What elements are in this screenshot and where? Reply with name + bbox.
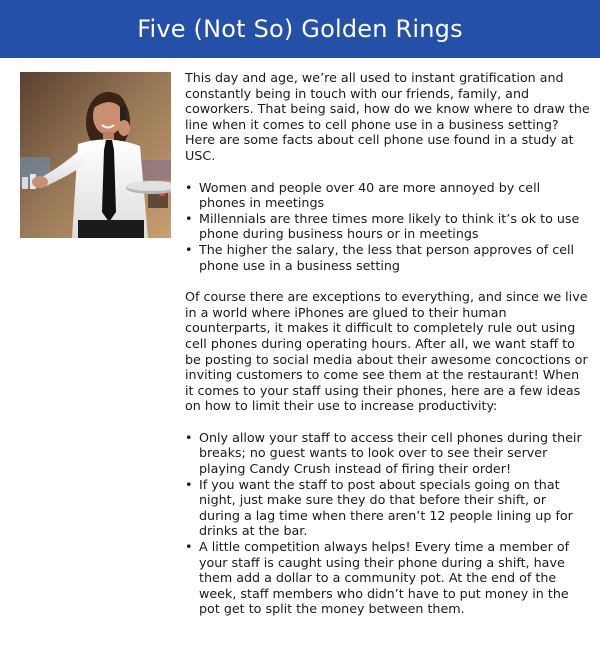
bullet-icon: • (185, 210, 193, 226)
bullet-icon: • (185, 539, 193, 555)
waitress-with-phone-photo (20, 72, 171, 238)
article-body (185, 70, 590, 617)
spacer (185, 164, 590, 180)
facts-list (185, 180, 590, 274)
page-title: Five (Not So) Golden Rings (137, 15, 463, 43)
body-paragraph: Of course there are exceptions to everything, and since we live in a world where iPhones are glued to their human counterparts, it makes it difficult to completely rule out using cell phones during operating hours. After all, we want staff to be posting to social media about their awesome concoctions or inviting customers to come see them at the restaurant! When it comes to your staff using their phones, here are a few ideas on how to limit their use to increase productivity: (185, 289, 588, 414)
tips-list (185, 430, 590, 617)
spacer (185, 414, 590, 430)
list-item (185, 242, 590, 273)
list-item (185, 180, 590, 211)
fact-text: The higher the salary, the less that person approves of cell phone use in a business setting (199, 241, 575, 273)
bullet-icon: • (185, 429, 193, 445)
bullet-icon: • (185, 476, 193, 492)
fact-text: Millennials are three times more likely to think it’s ok to use phone during business hours or in meetings (199, 210, 580, 242)
bullet-icon: • (185, 241, 193, 257)
tip-text: A little competition always helps! Every time a member of your staff is caught using their phone during a shift, have them add a dollar to a community pot. At the end of the week, staff members who didn’t have to put money in the pot get to split the money between them. (199, 539, 570, 617)
tip-text: Only allow your staff to access their cell phones during their breaks; no guest wants to look over to see their server playing Candy Crush instead of firing their order! (199, 429, 582, 477)
list-item (185, 211, 590, 242)
fact-text: Women and people over 40 are more annoyed by cell phones in meetings (199, 179, 541, 211)
list-item (185, 477, 590, 539)
list-item (185, 539, 590, 617)
spacer (185, 273, 590, 289)
list-item (185, 430, 590, 477)
header-banner (0, 0, 600, 58)
intro-paragraph: This day and age, we’re all used to instant gratification and constantly being in touch with our friends, family, and coworkers. That being said, how do we know where to draw the line when it comes to cell phone use in a business setting? Here are some facts about cell phone use found in a study at USC. (185, 70, 590, 163)
bullet-icon: • (185, 179, 193, 195)
tip-text: If you want the staff to post about specials going on that night, just make sure they do that before their shift, or during a lag time when there aren’t 12 people lining up for drinks at the bar. (199, 476, 573, 539)
